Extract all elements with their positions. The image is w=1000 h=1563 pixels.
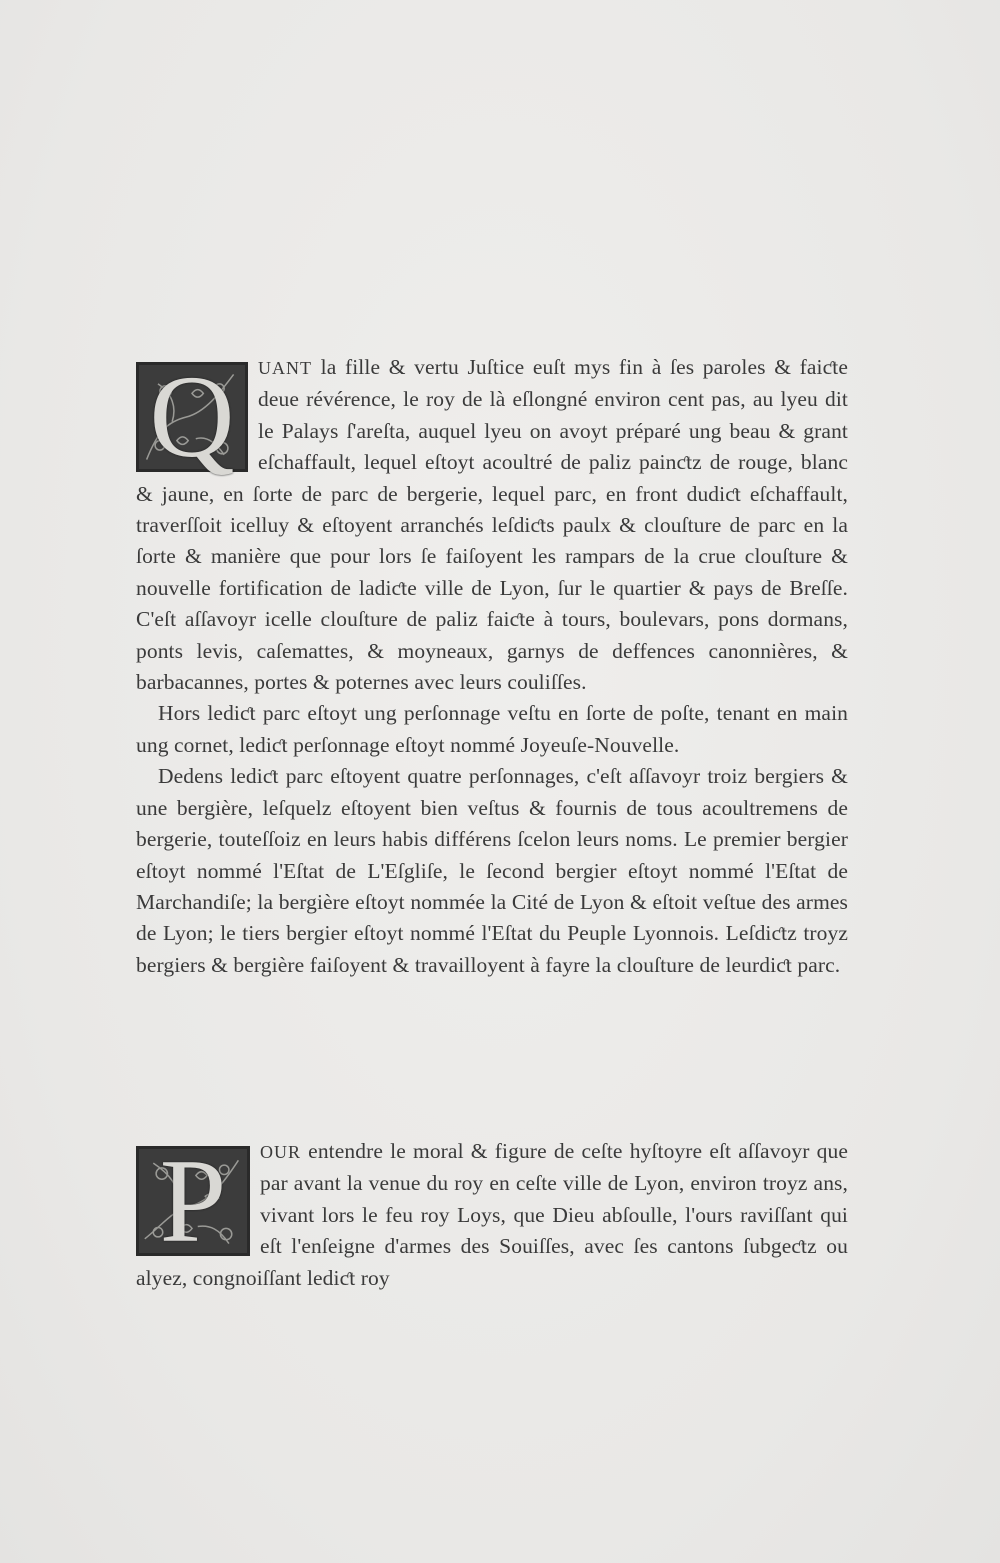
section-moral-figure	[136, 1136, 848, 1294]
paragraph-4-text: entendre le moral & figure de ceſte hyſtoyre eſt aſſavoyr que par avant la venue du roy en ceſte ville de Lyon, environ troyz ans, vivant lors le feu roy Loys, que Dieu abſoulle, l'ours raviſſant qui eſt l'enſeigne d'armes des Souiſſes, avec ſes cantons ſubgeƈtz ou alyez, congnoiſſant lediƈt roy	[136, 1139, 848, 1290]
paragraph-2: Hors lediƈt parc eſtoyt ung perſonnage veſtu en ſorte de poſte, tenant en main ung cornet, lediƈt perſonnage eſtoyt nommé Joyeuſe-Nouvelle.	[136, 701, 848, 757]
paragraph-3: Dedens lediƈt parc eſtoyent quatre perſonnages, c'eſt aſſavoyr troiz bergiers & une bergière, leſquelz eſtoyent bien veſtus & fournis de tous acoultremens de bergerie, touteſſoiz en leurs habis différens ſcelon leurs noms. Le premier bergier eſtoyt nommé l'Eſtat de L'Eſgliſe, le ſecond bergier eſtoyt nommé l'Eſtat de Marchandiſe; la bergière eſtoyt nommée la Cité de Lyon & eſtoit veſtue des armes de Lyon; le tiers bergier eſtoyt nommé l'Eſtat du Peuple Lyonnois. Leſdiƈtz troyz bergiers & bergière faiſoyent & travailloyent à fayre la clouſture de leurdiƈt parc.	[136, 764, 848, 977]
ornamental-initial-p	[136, 1134, 250, 1267]
ornamental-initial-q	[136, 351, 248, 482]
section-joyeuse-nouvelle	[136, 352, 848, 981]
initial-letter: Q	[149, 351, 235, 482]
initial-letter: P	[159, 1134, 227, 1267]
paragraph-1-text: la fille & vertu Juſtice euſt mys fin à ſes paroles & faiƈte deue révérence, le roy de là eſlongné environ cent pas, au lyeu dit le Palays ſ'areſta, auquel lyeu on avoyt préparé ung beau & grant eſchaffault, lequel eſtoyt acoultré de paliz painƈtz de rouge, blanc & jaune, en ſorte de parc de bergerie, lequel parc, en front dudiƈt eſchaffault, traverſſoit icelluy & eſtoyent arranchés leſdiƈts paulx & clouſture de parc en la ſorte & manière que pour lors ſe faiſoyent les rampars de la crue clouſture & nouvelle fortification de ladiƈte ville de Lyon, ſur le quartier & pays de Breſſe. C'eſt aſſavoyr icelle clouſture de paliz faiƈte à tours, boulevars, pons dormans, ponts levis, caſemattes, & moyneaux, garnys de deffences canonnières, & barbacannes, portes & poternes avec leurs couliſſes.	[136, 355, 848, 695]
lead-word: OUR	[260, 1142, 302, 1162]
lead-word: UANT	[258, 358, 312, 378]
